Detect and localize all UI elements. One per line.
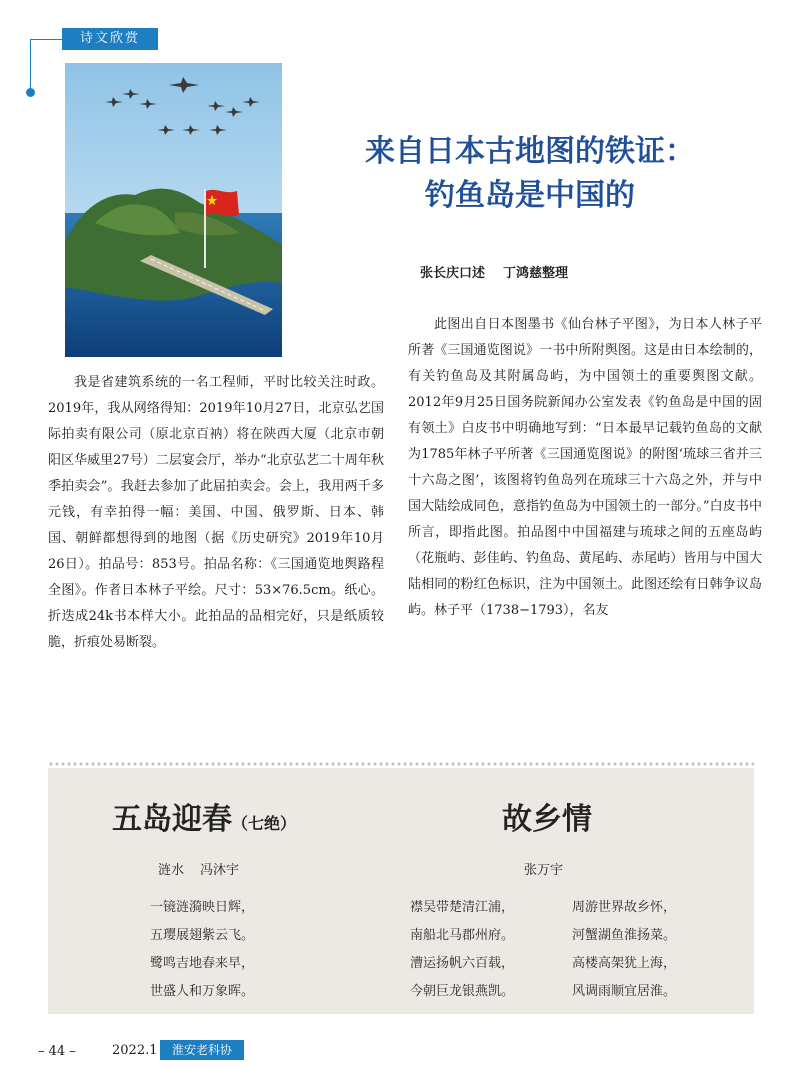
poem1-author-name: 冯沐宇	[200, 863, 240, 878]
poem1-title-text: 五岛迎春	[112, 802, 232, 837]
poem1-subtitle: （七绝）	[232, 814, 297, 833]
poem2-verses-right	[572, 894, 676, 1006]
verse-line: 世盛人和万象晖。	[150, 984, 255, 999]
poem1-title	[112, 794, 296, 838]
journal-name: 淮安老科协	[160, 1040, 244, 1060]
poem2-title: 故乡情	[502, 802, 592, 837]
verse-line: 今朝巨龙银燕凯。	[410, 984, 515, 999]
verse-line: 高楼高架犹上海，	[572, 956, 677, 971]
verse-line: 南船北马郡州府。	[410, 928, 515, 943]
article-authors	[420, 262, 586, 281]
verse-line: 一镜涟漪映日辉，	[150, 900, 255, 915]
author-narrator: 张长庆口述	[420, 266, 486, 281]
article-body-right: 此图出自日本图墨书《仙台林子平图》，为日本人林子平所著《三国通览图说》一书中所附舆图。这是由日本绘制的，有关钓鱼岛及其附属岛屿，为中国领土的重要舆图文献。2012年9月25日国务院新闻办公室发表《钓鱼岛是中国的固有领土》白皮书中明确地写到：“日本最早记载钓鱼岛的文献为1785年林子平所著《三国通览图说》的附图‘琉球三省并三十六岛之图’，该图将钓鱼岛列在琉球三十六岛之外，并与中国大陆绘成同色，意指钓鱼岛为中国领土的一部分。”白皮书中所言，即指此图。拍品图中中国福建与琉球之间的五座岛屿（花瓶屿、彭佳屿、钓鱼岛、黄尾屿、赤尾屿）皆用与中国大陆相同的粉红色标识，注为中国领土。此图还绘有日韩争议岛屿。林子平（1738−1793），名友	[408, 317, 762, 618]
verse-line: 鹭鸣吉地春来早，	[150, 956, 255, 971]
verse-line: 风调雨顺宜居淮。	[572, 984, 677, 999]
poem2-author: 张万宇	[524, 863, 564, 878]
page-number: – 44 –	[38, 1044, 76, 1059]
poem2-verses-left	[410, 894, 514, 1006]
article-body-left: 我是省建筑系统的一名工程师，平时比较关注时政。2019年，我从网络得知：2019年10月27日，北京弘艺国际拍卖有限公司（原北京百衲）将在陕西大厦（北京市朝阳区华威里27号）二层宴会厅，举办“北京弘艺二十周年秋季拍卖会”。我赶去参加了此届拍卖会。会上，我用两千多元钱，有幸拍得一幅：美国、中国、俄罗斯、日本、韩国、朝鲜都想得到的地图（据《历史研究》2019年10月26日）。拍品号：853号。拍品名称：《三国通览地舆路程全图》。作者日本林子平绘。尺寸：53×76.5cm。纸心。折迭成24k书本样大小。此拍品的品相完好，只是纸质较脆，折痕处易断裂。	[48, 375, 384, 650]
island-flag-jets-image	[65, 63, 282, 357]
verse-line: 河蟹湖鱼淮扬菜。	[572, 928, 677, 943]
header-frame-line-vertical	[30, 39, 31, 91]
author-editor: 丁鸿慈整理	[503, 266, 569, 281]
verse-line: 襟吴带楚清江浦，	[410, 900, 515, 915]
poem1-verses	[150, 894, 254, 1006]
article-title-line1: 来自日本古地图的铁证：	[365, 134, 695, 169]
verse-line: 周游世界故乡怀，	[572, 900, 677, 915]
poem1-author	[158, 859, 255, 878]
header-frame-line	[30, 39, 62, 40]
article-title-line2: 钓鱼岛是中国的	[425, 178, 635, 213]
issue-number: 2022.1	[112, 1043, 158, 1058]
island-photo	[65, 63, 282, 357]
verse-line: 漕运扬帆六百载，	[410, 956, 515, 971]
article-title	[300, 130, 760, 218]
header-frame-dot	[26, 88, 35, 97]
verse-line: 五璎展翅紫云飞。	[150, 928, 255, 943]
section-tag: 诗文欣赏	[62, 28, 158, 50]
poem1-author-place: 涟水	[158, 863, 185, 878]
